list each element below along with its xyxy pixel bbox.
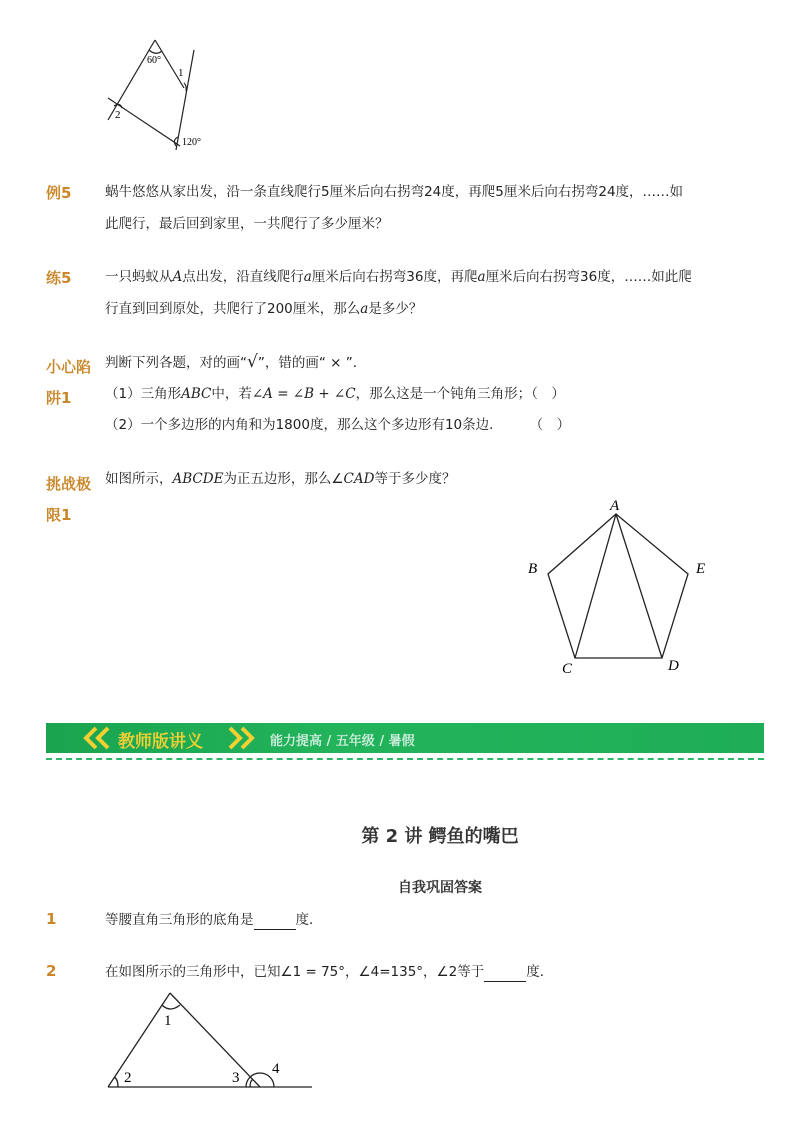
lecture-title: 第 2 讲 鳄鱼的嘴巴	[361, 826, 519, 847]
top-angle-figure	[100, 36, 220, 152]
practice-5-line1: 一只蚂蚁从A点出发，沿直线爬行a厘米后向右拐弯36度，再爬a厘米后向右拐弯36度，……如此爬	[105, 269, 692, 285]
triangle-angle-2: 2	[124, 1070, 132, 1086]
triangle-angle-4: 4	[272, 1061, 280, 1077]
question-1-number: 1	[46, 910, 57, 928]
question-1-text: 等腰直角三角形的底角是 度．	[105, 912, 323, 928]
triangle-angle-3: 3	[232, 1070, 240, 1086]
dashed-divider	[46, 758, 764, 760]
pentagon-label-d: D	[668, 658, 679, 674]
trap-1-item2: （2）一个多边形的内角和为1800度，那么这个多边形有10条边． （ ）	[105, 417, 571, 433]
triangle-figure	[100, 985, 320, 1093]
challenge-1-text: 如图所示，ABCDE为正五边形，那么∠CAD等于多少度？	[105, 471, 456, 487]
pentagon-label-b: B	[528, 561, 538, 577]
practice-5-line2: 行直到回到原处，共爬行了200厘米，那么a是多少？	[105, 301, 423, 317]
practice-5-label: 练5	[46, 269, 72, 287]
top-angle-2: 2	[115, 109, 121, 121]
double-chevron-right-icon	[224, 726, 258, 750]
challenge-1-label: 挑战极 限1	[46, 475, 92, 524]
triangle-angle-1: 1	[164, 1013, 172, 1029]
example-5-label: 例5	[46, 184, 72, 202]
trap-1-item1: （1）三角形ABC中，若∠A = ∠B + ∠C，那么这是一个钝角三角形；（ ）	[105, 386, 565, 402]
example-5-line2: 此爬行，最后回到家里，一共爬行了多少厘米？	[105, 216, 389, 232]
pentagon-figure	[520, 496, 720, 680]
pentagon-label-e: E	[696, 561, 706, 577]
pentagon-label-a: A	[610, 498, 620, 514]
example-5-line1: 蜗牛悠悠从家出发，沿一条直线爬行5厘米后向右拐弯24度，再爬5厘米后向右拐弯24度，……如	[105, 184, 684, 200]
trap-1-label: 小心陷 阱1	[46, 358, 92, 407]
answers-title: 自我巩固答案	[398, 880, 482, 896]
banner-subtitle: 能力提高 / 五年级 / 暑假	[270, 734, 415, 749]
banner-title: 教师版讲义	[118, 732, 203, 752]
question-2-text: 在如图所示的三角形中，已知∠1 = 75°，∠4=135°，∠2等于 度．	[105, 964, 554, 980]
double-chevron-left-icon	[82, 726, 116, 750]
top-angle-60: 60°	[147, 55, 161, 66]
question-2-blank	[484, 967, 526, 982]
trap-1-intro: 判断下列各题，对的画“√”，错的画“ × ”．	[105, 352, 367, 372]
top-angle-120: 120°	[182, 137, 201, 148]
question-2-number: 2	[46, 962, 57, 980]
pentagon-label-c: C	[562, 661, 573, 677]
teacher-edition-banner	[46, 723, 764, 753]
top-angle-1: 1	[178, 67, 184, 79]
question-1-blank	[254, 915, 296, 930]
